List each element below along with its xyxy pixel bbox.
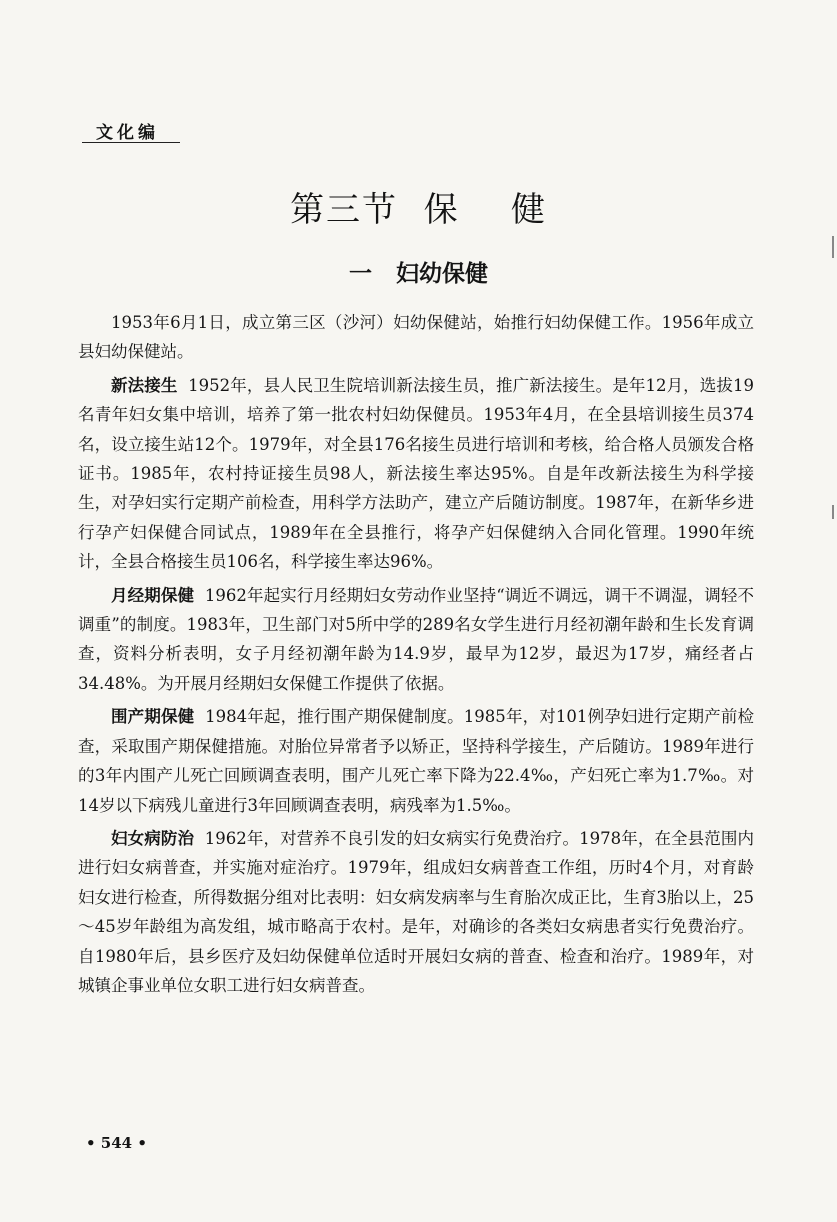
scan-edge-mark [832, 505, 834, 519]
subsection-title: 一 妇幼保健 [348, 260, 489, 287]
paragraph-menstrual-care [78, 581, 754, 699]
paragraph-gynecologic-disease [78, 824, 754, 1000]
paragraph-new-delivery [78, 371, 754, 577]
scan-edge-mark [832, 236, 834, 258]
paragraph-perinatal-care [78, 702, 754, 820]
intro-paragraph: 1953年6月1日，成立第三区（沙河）妇幼保健站，始推行妇幼保健工作。1956年成立县妇幼保健站。 [78, 313, 754, 362]
running-header-rule [82, 142, 180, 143]
page-number: • 544 • [86, 1134, 147, 1152]
paragraph-heading: 新法接生 [111, 375, 178, 395]
body-text [78, 308, 754, 1004]
running-header-label: 文化编 [96, 123, 159, 143]
section-title: 第三节 保 健 [290, 190, 547, 230]
paragraph-heading: 围产期保健 [111, 707, 195, 727]
paragraph-body: 1962年起实行月经期妇女劳动作业坚持“调近不调远，调干不调湿，调轻不调重”的制度。1983年，卫生部门对5所中学的289名女学生进行月经初潮年龄和生长发育调查，资料分析表明，女子月经初潮年龄为14.9岁，最早为12岁，最迟为17岁，痛经者占34.48%。为开展月经期妇女保健工作提供了依据。 [78, 585, 754, 693]
paragraph-body: 1984年起，推行围产期保健制度。1985年，对101例孕妇进行定期产前检查，采取围产期保健措施。对胎位异常者予以矫正，坚持科学接生，产后随访。1989年进行的3年内围产儿死亡回顾调查表明，围产儿死亡率下降为22.4‰，产妇死亡率为1.7‰。对14岁以下病残儿童进行3年回顾调查表明，病残率为1.5‰。 [78, 707, 754, 815]
paragraph-body: 1952年，县人民卫生院培训新法接生员，推广新法接生。是年12月，选拔19名青年妇女集中培训，培养了第一批农村妇幼保健员。1953年4月，在全县培训接生员374名，设立接生站12个。1979年，对全县176名接生员进行培训和考核，给合格人员颁发合格证书。1985年，农村持证接生员98人，新法接生率达95%。自是年改新法接生为科学接生，对孕妇实行定期产前检查，用科学方法助产，建立产后随访制度。1987年，在新华乡进行孕产妇保健合同试点，1989年在全县推行，将孕产妇保健纳入合同化管理。1990年统计，全县合格接生员106名，科学接生率达96%。 [78, 375, 755, 572]
paragraph-body: 1962年，对营养不良引发的妇女病实行免费治疗。1978年，在全县范围内进行妇女病普查，并实施对症治疗。1979年，组成妇女病普查工作组，历时4个月，对育龄妇女进行检查，所得数据分组对比表明：妇女病发病率与生育胎次成正比，生育3胎以上，25～45岁年龄组为高发组，城市略高于农村。是年，对确诊的各类妇女病患者实行免费治疗。自1980年后，县乡医疗及妇幼保健单位适时开展妇女病的普查、检查和治疗。1989年，对城镇企事业单位女职工进行妇女病普查。 [78, 828, 754, 995]
paragraph-heading: 妇女病防治 [111, 828, 195, 848]
paragraph-heading: 月经期保健 [111, 585, 195, 605]
